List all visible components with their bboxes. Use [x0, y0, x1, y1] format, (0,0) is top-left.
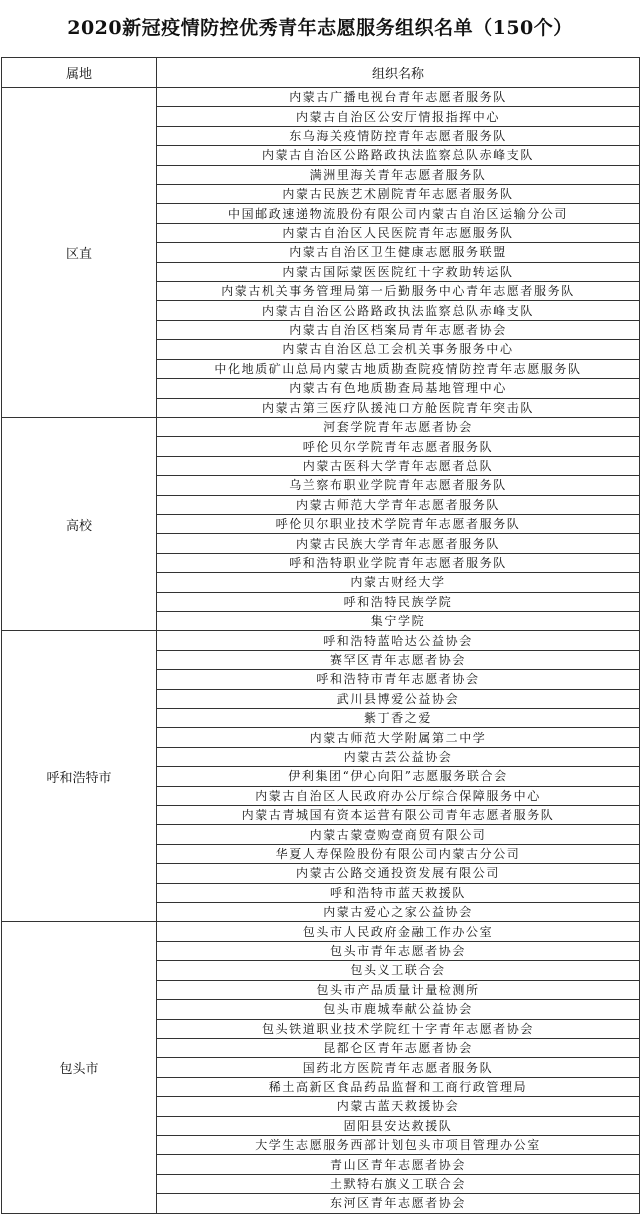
organization-cell: 昆都仑区青年志愿者协会: [157, 1038, 640, 1057]
organization-cell: 内蒙古自治区人民政府办公厅综合保障服务中心: [157, 786, 640, 805]
organization-cell: 内蒙古自治区卫生健康志愿服务联盟: [157, 243, 640, 262]
organization-cell: 包头义工联合会: [157, 961, 640, 980]
organization-table: [1, 57, 640, 1214]
organization-cell: 呼和浩特民族学院: [157, 592, 640, 611]
organization-cell: 内蒙古自治区人民医院青年志愿服务队: [157, 223, 640, 242]
organization-cell: 紫丁香之爱: [157, 709, 640, 728]
organization-cell: 内蒙古自治区总工会机关事务服务中心: [157, 340, 640, 359]
organization-cell: 内蒙古自治区公路路政执法监察总队赤峰支队: [157, 146, 640, 165]
organization-cell: 呼和浩特市蓝天救援队: [157, 883, 640, 902]
organization-cell: 内蒙古蓝天救援协会: [157, 1097, 640, 1116]
organization-cell: 国药北方医院青年志愿者服务队: [157, 1058, 640, 1077]
organization-cell: 包头市青年志愿者协会: [157, 941, 640, 960]
organization-cell: 内蒙古有色地质勘查局基地管理中心: [157, 379, 640, 398]
organization-cell: 呼和浩特职业学院青年志愿者服务队: [157, 553, 640, 572]
organization-cell: 包头市人民政府金融工作办公室: [157, 922, 640, 941]
organization-cell: 华夏人寿保险股份有限公司内蒙古分公司: [157, 844, 640, 863]
region-cell: 呼和浩特市: [2, 631, 157, 922]
organization-cell: 内蒙古公路交通投资发展有限公司: [157, 864, 640, 883]
table-row: [2, 631, 640, 650]
organization-cell: 稀土高新区食品药品监督和工商行政管理局: [157, 1077, 640, 1096]
organization-cell: 内蒙古国际蒙医医院红十字救助转运队: [157, 262, 640, 281]
organization-cell: 东乌海关疫情防控青年志愿者服务队: [157, 126, 640, 145]
organization-cell: 内蒙古爱心之家公益协会: [157, 903, 640, 922]
organization-cell: 内蒙古第三医疗队援沌口方舱医院青年突击队: [157, 398, 640, 417]
region-column-header: 属地: [2, 58, 157, 88]
table-row: [2, 922, 640, 941]
organization-cell: 乌兰察布职业学院青年志愿者服务队: [157, 476, 640, 495]
organization-cell: 内蒙古自治区档案局青年志愿者协会: [157, 320, 640, 339]
organization-cell: 青山区青年志愿者协会: [157, 1155, 640, 1174]
organization-cell: 大学生志愿服务西部计划包头市项目管理办公室: [157, 1135, 640, 1154]
document-title: 2020新冠疫情防控优秀青年志愿服务组织名单（150个）: [67, 17, 573, 39]
organization-cell: 内蒙古芸公益协会: [157, 747, 640, 766]
organization-cell: 内蒙古师范大学青年志愿者服务队: [157, 495, 640, 514]
region-cell: 包头市: [2, 922, 157, 1213]
organization-cell: 中国邮政速递物流股份有限公司内蒙古自治区运输分公司: [157, 204, 640, 223]
organization-cell: 包头铁道职业技术学院红十字青年志愿者协会: [157, 1019, 640, 1038]
organization-cell: 内蒙古医科大学青年志愿者总队: [157, 456, 640, 475]
organization-cell: 内蒙古青城国有资本运营有限公司青年志愿者服务队: [157, 806, 640, 825]
organization-cell: 内蒙古民族艺术剧院青年志愿者服务队: [157, 185, 640, 204]
organization-cell: 内蒙古机关事务管理局第一后勤服务中心青年志愿者服务队: [157, 282, 640, 301]
organization-cell: 土默特右旗义工联合会: [157, 1174, 640, 1193]
table-row: [2, 88, 640, 107]
organization-cell: 内蒙古广播电视台青年志愿者服务队: [157, 88, 640, 107]
organization-cell: 呼伦贝尔职业技术学院青年志愿者服务队: [157, 514, 640, 533]
organization-cell: 内蒙古财经大学: [157, 573, 640, 592]
organization-cell: 呼和浩特市青年志愿者协会: [157, 670, 640, 689]
organization-cell: 东河区青年志愿者协会: [157, 1194, 640, 1213]
organization-cell: 伊利集团“伊心向阳”志愿服务联合会: [157, 767, 640, 786]
region-cell: 区直: [2, 88, 157, 418]
organization-cell: 包头市产品质量计量检测所: [157, 980, 640, 999]
region-cell: 高校: [2, 417, 157, 630]
org-column-header: 组织名称: [157, 58, 640, 88]
table-body: [2, 88, 640, 1214]
table-header-row: [2, 58, 640, 88]
organization-cell: 呼伦贝尔学院青年志愿者服务队: [157, 437, 640, 456]
organization-cell: 内蒙古师范大学附属第二中学: [157, 728, 640, 747]
organization-cell: 内蒙古自治区公路路政执法监察总队赤峰支队: [157, 301, 640, 320]
organization-cell: 集宁学院: [157, 611, 640, 630]
organization-cell: 内蒙古自治区公安厅情报指挥中心: [157, 107, 640, 126]
organization-cell: 内蒙古民族大学青年志愿者服务队: [157, 534, 640, 553]
organization-cell: 赛罕区青年志愿者协会: [157, 650, 640, 669]
organization-cell: 中化地质矿山总局内蒙古地质勘查院疫情防控青年志愿服务队: [157, 359, 640, 378]
organization-cell: 满洲里海关青年志愿者服务队: [157, 165, 640, 184]
table-row: [2, 417, 640, 436]
organization-cell: 河套学院青年志愿者协会: [157, 417, 640, 436]
organization-cell: 固阳县安达救援队: [157, 1116, 640, 1135]
organization-cell: 包头市鹿城奉献公益协会: [157, 1000, 640, 1019]
organization-cell: 呼和浩特蓝哈达公益协会: [157, 631, 640, 650]
organization-cell: 武川县博爱公益协会: [157, 689, 640, 708]
organization-cell: 内蒙古蒙壹购壹商贸有限公司: [157, 825, 640, 844]
